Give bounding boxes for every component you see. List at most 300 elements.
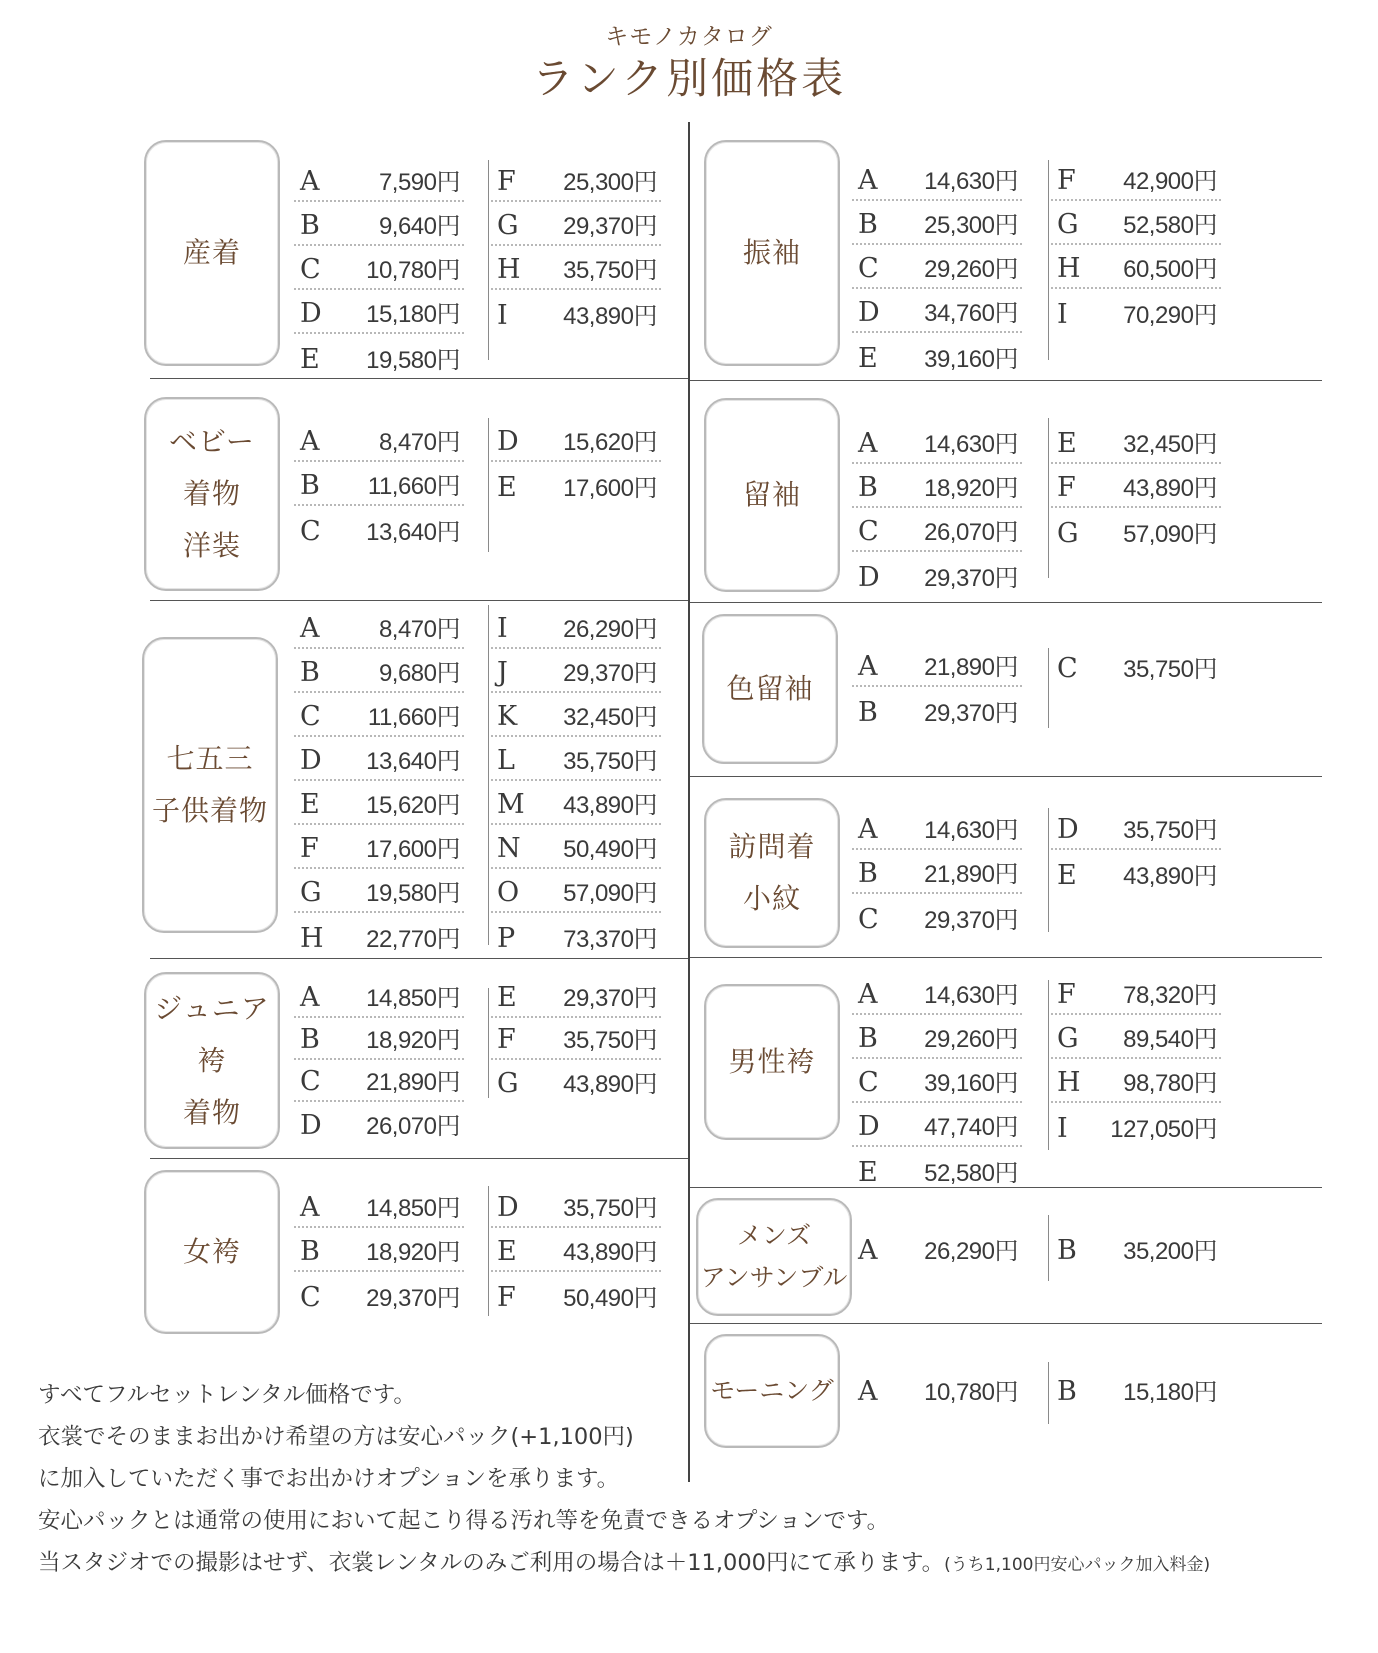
rank-letter: G bbox=[497, 1068, 519, 1099]
price-row bbox=[852, 333, 1022, 377]
category-box bbox=[144, 972, 280, 1149]
section-rule bbox=[150, 600, 688, 601]
rank-letter: B bbox=[858, 1023, 878, 1054]
section-rule bbox=[690, 776, 1322, 777]
rank-price: 78,320円 bbox=[1123, 982, 1217, 1009]
rank-price: 17,600円 bbox=[366, 836, 460, 863]
price-row bbox=[852, 464, 1022, 508]
rank-letter: N bbox=[497, 833, 521, 864]
price-row bbox=[852, 850, 1022, 894]
rank-price: 29,370円 bbox=[924, 700, 1018, 727]
rank-letter: I bbox=[1057, 1113, 1068, 1144]
category-label: ベビー bbox=[169, 425, 255, 458]
column-separator bbox=[1048, 160, 1049, 360]
rank-letter: A bbox=[858, 428, 878, 459]
category-box bbox=[144, 397, 280, 591]
price-row bbox=[1051, 1103, 1221, 1147]
price-row bbox=[294, 781, 464, 825]
price-row bbox=[294, 976, 464, 1018]
rank-letter: E bbox=[497, 982, 517, 1013]
price-row bbox=[852, 1225, 1022, 1269]
rank-letter: F bbox=[497, 1282, 516, 1313]
price-row bbox=[1051, 245, 1221, 289]
rank-price: 29,370円 bbox=[563, 660, 657, 687]
rank-price: 8,470円 bbox=[378, 616, 460, 643]
rank-price: 26,290円 bbox=[924, 1238, 1018, 1265]
rank-letter: A bbox=[300, 982, 320, 1013]
rank-letter: K bbox=[497, 701, 518, 732]
rank-price: 47,740円 bbox=[924, 1114, 1018, 1141]
price-row bbox=[1051, 971, 1221, 1015]
category-label: 訪問着 bbox=[728, 830, 816, 863]
category-box bbox=[142, 637, 278, 933]
note-line-5-text: 当スタジオでの撮影はせず、衣裳レンタルのみご利用の場合は＋11,000円にて承ります。 bbox=[38, 1550, 945, 1576]
rank-price: 43,890円 bbox=[563, 1071, 657, 1098]
rank-letter: B bbox=[1057, 1376, 1077, 1407]
rank-price: 14,630円 bbox=[924, 817, 1018, 844]
price-row bbox=[852, 1015, 1022, 1059]
rank-price: 15,620円 bbox=[366, 792, 460, 819]
category-label: 振袖 bbox=[742, 236, 801, 269]
column-separator bbox=[1048, 1215, 1049, 1281]
price-row bbox=[1051, 420, 1221, 464]
category-label: 男性袴 bbox=[728, 1045, 816, 1078]
price-row bbox=[491, 781, 661, 825]
rank-letter: E bbox=[1057, 428, 1077, 459]
rank-letter: C bbox=[300, 254, 321, 285]
section-rule bbox=[690, 380, 1322, 381]
rank-letter: A bbox=[300, 613, 320, 644]
rank-price: 22,770円 bbox=[366, 926, 460, 953]
rank-letter: H bbox=[497, 254, 521, 285]
rank-price: 89,540円 bbox=[1123, 1026, 1217, 1053]
page-title: ランク別価格表 bbox=[531, 54, 847, 103]
column-separator bbox=[488, 418, 489, 552]
rank-letter: D bbox=[858, 1111, 880, 1142]
rank-price: 29,370円 bbox=[924, 565, 1018, 592]
rank-letter: H bbox=[1057, 253, 1081, 284]
price-row bbox=[491, 913, 661, 957]
price-row bbox=[491, 976, 661, 1018]
rank-price: 52,580円 bbox=[1123, 212, 1217, 239]
price-row bbox=[294, 506, 464, 550]
category-box bbox=[704, 398, 840, 592]
rank-price: 57,090円 bbox=[1123, 521, 1217, 548]
rank-price: 14,630円 bbox=[924, 168, 1018, 195]
category-label: アンサンブル bbox=[700, 1263, 848, 1292]
price-row bbox=[491, 1018, 661, 1060]
rank-price: 32,450円 bbox=[1123, 431, 1217, 458]
price-column bbox=[294, 418, 464, 550]
rank-letter: B bbox=[858, 697, 878, 728]
rank-price: 21,890円 bbox=[924, 861, 1018, 888]
rank-letter: D bbox=[300, 745, 322, 776]
category-box bbox=[144, 140, 280, 366]
price-column bbox=[294, 1184, 464, 1316]
category-box bbox=[144, 1170, 280, 1334]
category-label: 女袴 bbox=[182, 1235, 241, 1268]
rank-price: 13,640円 bbox=[366, 748, 460, 775]
rank-price: 35,750円 bbox=[563, 257, 657, 284]
column-separator bbox=[488, 1186, 489, 1316]
price-row bbox=[852, 687, 1022, 731]
rank-letter: A bbox=[858, 165, 878, 196]
rank-price: 8,470円 bbox=[378, 429, 460, 456]
rank-price: 26,070円 bbox=[924, 519, 1018, 546]
rank-letter: C bbox=[300, 1066, 321, 1097]
rank-letter: E bbox=[497, 472, 517, 503]
price-row bbox=[852, 1059, 1022, 1103]
price-row bbox=[1051, 464, 1221, 508]
column-separator bbox=[1048, 980, 1049, 1150]
price-row bbox=[294, 1184, 464, 1228]
rank-letter: C bbox=[858, 516, 879, 547]
rank-price: 9,640円 bbox=[378, 213, 460, 240]
rank-letter: E bbox=[1057, 860, 1077, 891]
price-column bbox=[294, 976, 464, 1144]
price-row bbox=[1051, 157, 1221, 201]
rank-price: 73,370円 bbox=[563, 926, 657, 953]
rank-letter: D bbox=[1057, 814, 1079, 845]
rank-price: 43,890円 bbox=[563, 1239, 657, 1266]
price-row bbox=[294, 290, 464, 334]
rank-price: 34,760円 bbox=[924, 300, 1018, 327]
price-row bbox=[1051, 643, 1221, 687]
rank-price: 29,370円 bbox=[366, 1285, 460, 1312]
rank-letter: D bbox=[858, 297, 880, 328]
rank-letter: H bbox=[1057, 1067, 1081, 1098]
price-row bbox=[1051, 850, 1221, 894]
category-label: 着物 bbox=[182, 1095, 241, 1129]
category-box bbox=[696, 1198, 852, 1316]
rank-price: 17,600円 bbox=[563, 475, 657, 502]
price-row bbox=[1051, 201, 1221, 245]
rank-price: 14,630円 bbox=[924, 431, 1018, 458]
rank-letter: I bbox=[497, 300, 508, 331]
rank-price: 98,780円 bbox=[1123, 1070, 1217, 1097]
rank-price: 29,370円 bbox=[563, 213, 657, 240]
price-row bbox=[491, 246, 661, 290]
rank-letter: B bbox=[300, 1236, 320, 1267]
rank-letter: B bbox=[300, 470, 320, 501]
price-row bbox=[852, 1147, 1022, 1191]
rank-price: 43,890円 bbox=[563, 303, 657, 330]
price-row bbox=[491, 158, 661, 202]
rank-price: 39,160円 bbox=[924, 346, 1018, 373]
rank-price: 7,590円 bbox=[378, 169, 460, 196]
price-column bbox=[852, 643, 1022, 731]
rank-letter: A bbox=[300, 166, 320, 197]
rank-letter: A bbox=[300, 1192, 320, 1223]
rank-letter: B bbox=[300, 210, 320, 241]
section-rule bbox=[150, 378, 688, 379]
rank-price: 39,160円 bbox=[924, 1070, 1018, 1097]
price-row bbox=[1051, 289, 1221, 333]
price-column bbox=[1051, 157, 1221, 333]
rank-price: 43,890円 bbox=[1123, 863, 1217, 890]
rank-letter: G bbox=[1057, 1023, 1079, 1054]
rank-price: 15,180円 bbox=[1123, 1379, 1217, 1406]
rank-letter: E bbox=[300, 789, 320, 820]
rank-price: 19,580円 bbox=[366, 880, 460, 907]
price-row bbox=[852, 420, 1022, 464]
rank-letter: D bbox=[300, 1110, 322, 1141]
rank-letter: O bbox=[497, 877, 520, 908]
rank-letter: E bbox=[497, 1236, 517, 1267]
category-label: モーニング bbox=[710, 1376, 834, 1405]
price-column bbox=[491, 158, 661, 334]
section-rule bbox=[690, 602, 1322, 603]
rank-letter: B bbox=[858, 472, 878, 503]
price-row bbox=[294, 693, 464, 737]
rank-letter: B bbox=[300, 1024, 320, 1055]
rank-letter: C bbox=[1057, 653, 1078, 684]
price-row bbox=[294, 913, 464, 957]
rank-letter: C bbox=[858, 904, 879, 935]
rank-letter: L bbox=[497, 745, 515, 776]
price-row bbox=[1051, 1015, 1221, 1059]
rank-price: 29,260円 bbox=[924, 1026, 1018, 1053]
column-separator bbox=[1048, 648, 1049, 728]
rank-price: 29,370円 bbox=[924, 907, 1018, 934]
rank-letter: A bbox=[858, 1235, 878, 1266]
category-label: 七五三 bbox=[166, 742, 254, 775]
price-row bbox=[852, 806, 1022, 850]
rank-letter: G bbox=[300, 877, 322, 908]
rank-letter: I bbox=[497, 613, 508, 644]
price-row bbox=[1051, 1225, 1221, 1269]
price-row bbox=[1051, 806, 1221, 850]
price-row bbox=[852, 1103, 1022, 1147]
note-line-1: すべてフルセットレンタル価格です。 bbox=[38, 1382, 416, 1408]
price-row bbox=[294, 158, 464, 202]
rank-letter: A bbox=[858, 651, 878, 682]
rank-price: 35,750円 bbox=[563, 1195, 657, 1222]
price-row bbox=[491, 825, 661, 869]
price-column bbox=[1051, 1225, 1221, 1269]
rank-price: 19,580円 bbox=[366, 347, 460, 374]
price-row bbox=[852, 289, 1022, 333]
price-column bbox=[852, 806, 1022, 938]
rank-letter: D bbox=[858, 562, 880, 593]
rank-price: 32,450円 bbox=[563, 704, 657, 731]
rank-letter: M bbox=[497, 789, 525, 820]
rank-price: 21,890円 bbox=[366, 1069, 460, 1096]
rank-price: 11,660円 bbox=[367, 704, 460, 731]
category-box bbox=[704, 140, 840, 366]
rank-letter: C bbox=[300, 1282, 321, 1313]
rank-price: 18,920円 bbox=[366, 1027, 460, 1054]
price-column bbox=[491, 418, 661, 506]
rank-price: 52,580円 bbox=[924, 1160, 1018, 1187]
category-box bbox=[704, 984, 840, 1140]
price-row bbox=[852, 508, 1022, 552]
rank-price: 10,780円 bbox=[924, 1379, 1018, 1406]
rank-letter: B bbox=[1057, 1235, 1077, 1266]
category-label: 子供着物 bbox=[151, 794, 268, 827]
rank-price: 50,490円 bbox=[563, 836, 657, 863]
note-line-2: 衣裳でそのままお出かけ希望の方は安心パック(+1,100円) bbox=[38, 1424, 634, 1450]
category-label: 洋装 bbox=[182, 529, 241, 562]
column-separator bbox=[488, 988, 489, 1098]
rank-letter: G bbox=[497, 210, 519, 241]
rank-price: 60,500円 bbox=[1123, 256, 1217, 283]
rank-price: 25,300円 bbox=[924, 212, 1018, 239]
rank-letter: E bbox=[300, 344, 320, 375]
catalog-subtitle: キモノカタログ bbox=[605, 24, 773, 50]
rank-price: 29,370円 bbox=[563, 985, 657, 1012]
price-column bbox=[852, 420, 1022, 596]
column-separator bbox=[1048, 418, 1049, 578]
price-row bbox=[294, 1272, 464, 1316]
rank-letter: A bbox=[858, 814, 878, 845]
rank-letter: A bbox=[858, 1376, 878, 1407]
rank-letter: I bbox=[1057, 299, 1068, 330]
rank-price: 26,070円 bbox=[366, 1113, 460, 1140]
price-row bbox=[294, 418, 464, 462]
price-row bbox=[491, 693, 661, 737]
rank-price: 35,750円 bbox=[1123, 817, 1217, 844]
price-row bbox=[852, 201, 1022, 245]
rank-price: 35,200円 bbox=[1123, 1238, 1217, 1265]
rank-price: 127,050円 bbox=[1110, 1116, 1217, 1143]
price-column bbox=[294, 605, 464, 957]
category-label: 小紋 bbox=[742, 882, 801, 915]
center-divider bbox=[688, 122, 690, 1482]
price-row bbox=[491, 1228, 661, 1272]
rank-letter: B bbox=[858, 209, 878, 240]
rank-letter: J bbox=[497, 657, 508, 688]
price-row bbox=[294, 737, 464, 781]
rank-price: 18,920円 bbox=[924, 475, 1018, 502]
category-label: 産着 bbox=[182, 236, 241, 269]
rank-price: 50,490円 bbox=[563, 1285, 657, 1312]
price-row bbox=[1051, 1059, 1221, 1103]
rank-price: 25,300円 bbox=[563, 169, 657, 196]
price-column bbox=[294, 158, 464, 378]
rank-price: 10,780円 bbox=[366, 257, 460, 284]
rank-price: 43,890円 bbox=[1123, 475, 1217, 502]
rank-price: 21,890円 bbox=[924, 654, 1018, 681]
rank-price: 57,090円 bbox=[563, 880, 657, 907]
rank-letter: D bbox=[497, 1192, 519, 1223]
rank-letter: A bbox=[858, 979, 878, 1010]
rank-price: 70,290円 bbox=[1123, 302, 1217, 329]
rank-price: 13,640円 bbox=[366, 519, 460, 546]
price-row bbox=[294, 334, 464, 378]
price-row bbox=[294, 1228, 464, 1272]
price-row bbox=[852, 552, 1022, 596]
rank-letter: A bbox=[300, 426, 320, 457]
rank-letter: F bbox=[1057, 979, 1076, 1010]
price-column bbox=[491, 605, 661, 957]
price-row bbox=[491, 1060, 661, 1102]
category-label: 着物 bbox=[182, 477, 241, 510]
rank-letter: B bbox=[300, 657, 320, 688]
price-row bbox=[491, 418, 661, 462]
price-row bbox=[852, 245, 1022, 289]
rank-price: 35,750円 bbox=[563, 748, 657, 775]
price-row bbox=[294, 869, 464, 913]
price-column bbox=[852, 157, 1022, 377]
rank-price: 18,920円 bbox=[366, 1239, 460, 1266]
rank-price: 14,630円 bbox=[924, 982, 1018, 1009]
category-label: 袴 bbox=[197, 1043, 227, 1077]
price-row bbox=[491, 605, 661, 649]
price-column bbox=[1051, 806, 1221, 894]
rank-price: 9,680円 bbox=[378, 660, 460, 687]
price-row bbox=[294, 1060, 464, 1102]
price-column bbox=[852, 1225, 1022, 1269]
rank-price: 26,290円 bbox=[563, 616, 657, 643]
column-separator bbox=[1048, 808, 1049, 932]
rank-letter: G bbox=[1057, 518, 1079, 549]
price-row bbox=[294, 605, 464, 649]
rank-letter: E bbox=[858, 343, 878, 374]
price-row bbox=[852, 157, 1022, 201]
rank-price: 29,260円 bbox=[924, 256, 1018, 283]
notes bbox=[38, 1374, 1210, 1586]
price-column bbox=[1051, 643, 1221, 687]
rank-letter: F bbox=[497, 1024, 516, 1055]
price-row bbox=[491, 869, 661, 913]
rank-price: 11,660円 bbox=[367, 473, 460, 500]
rank-price: 35,750円 bbox=[563, 1027, 657, 1054]
note-line-3: に加入していただく事でお出かけオプションを承ります。 bbox=[38, 1466, 620, 1492]
rank-price: 15,180円 bbox=[366, 301, 460, 328]
section-rule bbox=[690, 1323, 1322, 1324]
section-rule bbox=[150, 958, 688, 959]
price-row bbox=[491, 462, 661, 506]
price-column bbox=[1051, 971, 1221, 1147]
rank-letter: F bbox=[300, 833, 319, 864]
price-column bbox=[852, 971, 1022, 1191]
rank-letter: F bbox=[497, 166, 516, 197]
price-row bbox=[491, 1272, 661, 1316]
column-separator bbox=[488, 160, 489, 360]
section-rule bbox=[690, 957, 1322, 958]
price-column bbox=[1051, 420, 1221, 552]
price-column bbox=[491, 976, 661, 1102]
price-row bbox=[491, 737, 661, 781]
rank-letter: C bbox=[858, 1067, 879, 1098]
category-box bbox=[704, 798, 840, 948]
price-column bbox=[491, 1184, 661, 1316]
rank-price: 14,850円 bbox=[366, 1195, 460, 1222]
price-row bbox=[491, 290, 661, 334]
rank-letter: D bbox=[300, 298, 322, 329]
category-label: ジュニア bbox=[154, 991, 270, 1025]
price-row bbox=[852, 643, 1022, 687]
rank-letter: E bbox=[858, 1157, 878, 1188]
section-rule bbox=[150, 1158, 688, 1159]
column-separator bbox=[488, 605, 489, 945]
price-row bbox=[491, 202, 661, 246]
rank-letter: H bbox=[300, 923, 324, 954]
price-row bbox=[852, 894, 1022, 938]
price-row bbox=[1051, 508, 1221, 552]
rank-letter: P bbox=[497, 923, 516, 954]
category-box bbox=[702, 614, 838, 764]
category-label: 色留袖 bbox=[726, 672, 814, 705]
price-row bbox=[491, 1184, 661, 1228]
rank-letter: C bbox=[858, 253, 879, 284]
category-label: 留袖 bbox=[742, 478, 801, 511]
rank-letter: F bbox=[1057, 165, 1076, 196]
price-row bbox=[294, 1018, 464, 1060]
rank-price: 15,620円 bbox=[563, 429, 657, 456]
price-row bbox=[294, 825, 464, 869]
